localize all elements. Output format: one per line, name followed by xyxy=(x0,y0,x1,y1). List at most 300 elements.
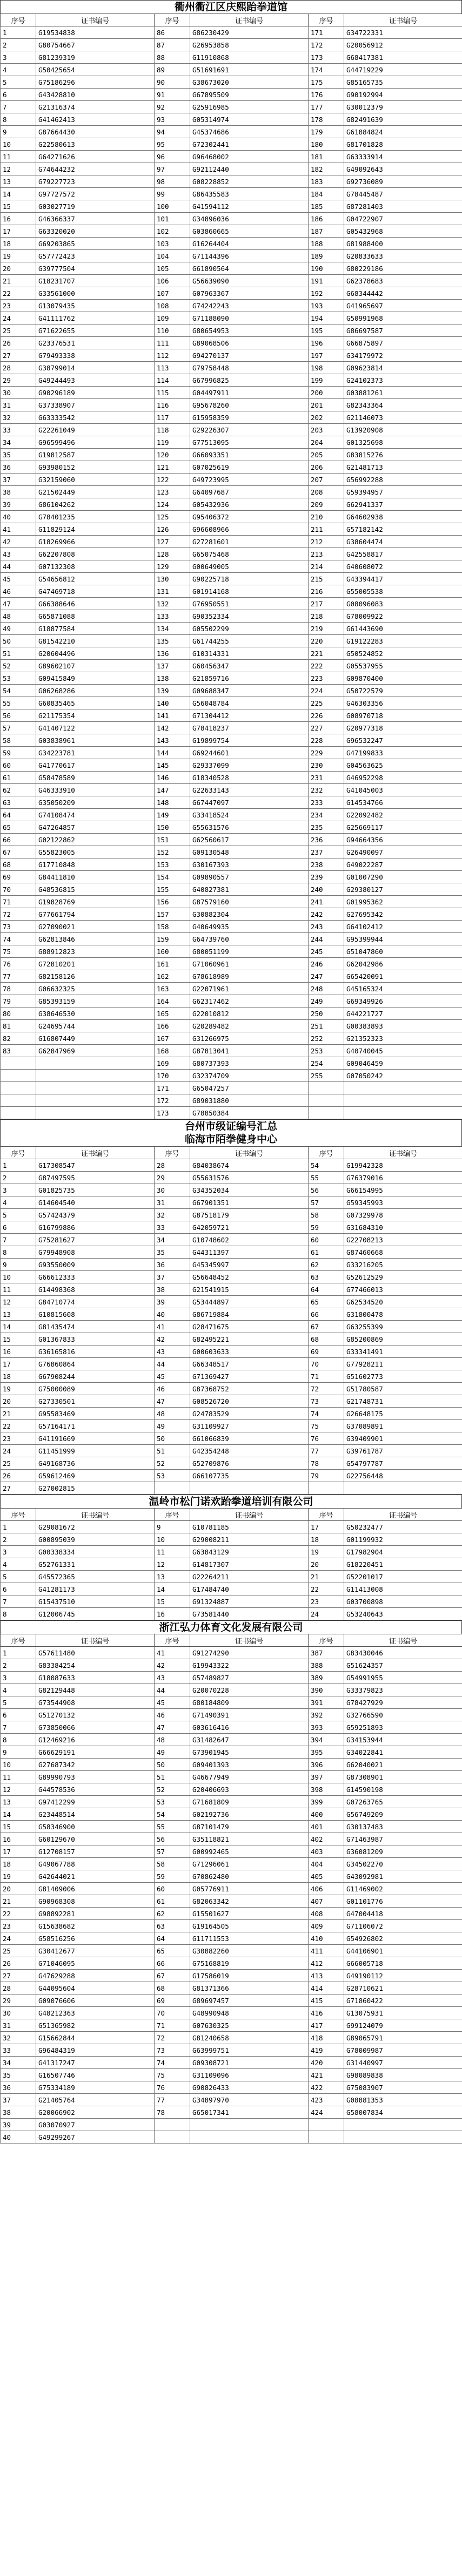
certificate-id: G57489827 xyxy=(190,1672,309,1684)
row-number: 412 xyxy=(309,1957,344,1970)
row-number: 24 xyxy=(1,1445,36,1457)
certificate-id: G00338334 xyxy=(36,1546,155,1558)
row-number: 160 xyxy=(155,945,190,958)
row-number: 3 xyxy=(1,1184,36,1196)
row-number: 100 xyxy=(155,200,190,213)
row-number: 50 xyxy=(155,1759,190,1771)
row-number: 29 xyxy=(1,374,36,387)
certificate-id: G56749209 xyxy=(344,1808,462,1821)
certificate-id: G43394417 xyxy=(344,573,462,585)
table-row xyxy=(1,1932,462,1945)
header-no: 序号 xyxy=(155,1634,190,1647)
header-no: 序号 xyxy=(309,1509,344,1521)
certificate-id: G90968308 xyxy=(36,1895,155,1908)
certificate-id: G61884824 xyxy=(344,126,462,138)
row-number: 72 xyxy=(309,1383,344,1395)
certificate-id xyxy=(36,1070,155,1082)
table-row xyxy=(1,1734,462,1746)
row-number: 54 xyxy=(1,685,36,697)
certificate-id: G82495221 xyxy=(190,1333,309,1346)
table-row xyxy=(1,1457,462,1470)
row-number: 209 xyxy=(309,498,344,511)
row-number: 24 xyxy=(1,312,36,324)
row-number: 186 xyxy=(309,213,344,225)
certificate-id: G80654953 xyxy=(190,324,309,337)
header-certificate-id: 证书编号 xyxy=(344,1634,462,1647)
certificate-id: G96468002 xyxy=(190,151,309,163)
certificate-id: G78401235 xyxy=(36,511,155,523)
row-number: 416 xyxy=(309,2007,344,2019)
certificate-id: G56639090 xyxy=(190,275,309,287)
table-row xyxy=(1,1482,462,1495)
row-number: 13 xyxy=(1,1796,36,1808)
certificate-id: G86435583 xyxy=(190,188,309,200)
certificate-id: G03070927 xyxy=(36,2119,155,2131)
header-no: 序号 xyxy=(309,14,344,26)
row-number: 2 xyxy=(1,1533,36,1546)
certificate-id: G21859716 xyxy=(190,672,309,685)
certificate-id: G15958359 xyxy=(190,411,309,424)
certificate-id: G31109927 xyxy=(190,1420,309,1432)
row-number: 408 xyxy=(309,1908,344,1920)
certificate-id: G71681809 xyxy=(190,1796,309,1808)
row-number: 127 xyxy=(155,536,190,548)
table-row xyxy=(1,1709,462,1721)
certificate-id: G36081209 xyxy=(344,1845,462,1858)
certificate-id: G01325698 xyxy=(344,436,462,449)
certificate-id: G73850066 xyxy=(36,1721,155,1734)
row-number: 203 xyxy=(309,424,344,436)
row-number: 205 xyxy=(309,449,344,461)
row-number: 48 xyxy=(1,610,36,623)
row-number: 394 xyxy=(309,1734,344,1746)
row-number: 53 xyxy=(1,672,36,685)
row-number: 253 xyxy=(309,1045,344,1057)
certificate-id: G20289482 xyxy=(190,1020,309,1032)
table-row xyxy=(1,1821,462,1833)
row-number: 221 xyxy=(309,647,344,660)
certificate-id: G66107735 xyxy=(190,1470,309,1482)
certificate-id: G22580613 xyxy=(36,138,155,151)
row-number: 60 xyxy=(1,759,36,772)
row-number: 99 xyxy=(155,188,190,200)
certificate-id: G18269966 xyxy=(36,536,155,548)
certificate-id: G94664356 xyxy=(344,834,462,846)
table-row xyxy=(1,896,462,908)
table-row xyxy=(1,1647,462,1659)
row-number: 74 xyxy=(155,2057,190,2069)
row-number: 70 xyxy=(1,883,36,896)
row-number: 118 xyxy=(155,424,190,436)
certificate-id: G33341491 xyxy=(344,1346,462,1358)
certificate-id: G83815276 xyxy=(344,449,462,461)
certificate-id: G09623814 xyxy=(344,362,462,374)
row-number: 79 xyxy=(309,1470,344,1482)
row-number xyxy=(155,1482,190,1495)
row-number: 161 xyxy=(155,958,190,970)
row-number: 409 xyxy=(309,1920,344,1932)
certificate-id: G05776911 xyxy=(190,1883,309,1895)
certificate-id: G80184809 xyxy=(190,1696,309,1709)
certificate-id: G51624357 xyxy=(344,1659,462,1672)
table-row xyxy=(1,2019,462,2032)
certificate-id: G62042986 xyxy=(344,958,462,970)
certificate-id: G90225718 xyxy=(190,573,309,585)
table-row xyxy=(1,1595,462,1608)
certificate-id: G98892281 xyxy=(36,1908,155,1920)
row-number: 407 xyxy=(309,1895,344,1908)
certificate-id: G83430046 xyxy=(344,1647,462,1659)
table-row xyxy=(1,1945,462,1957)
certificate-id: G41462413 xyxy=(36,113,155,126)
row-number: 78 xyxy=(309,1457,344,1470)
certificate-id: G95583469 xyxy=(36,1408,155,1420)
certificate-id: G74242243 xyxy=(190,300,309,312)
row-number xyxy=(1,1070,36,1082)
row-number: 121 xyxy=(155,461,190,474)
row-number: 134 xyxy=(155,623,190,635)
row-number: 174 xyxy=(309,64,344,76)
row-number: 413 xyxy=(309,1970,344,1982)
row-number: 37 xyxy=(1,2094,36,2106)
certificate-id: G21352323 xyxy=(344,1032,462,1045)
certificate-id: G82343364 xyxy=(344,399,462,411)
certificate-id: G96608966 xyxy=(190,523,309,536)
certificate-id: G47199833 xyxy=(344,747,462,759)
certificate-id xyxy=(344,2131,462,2144)
row-number: 63 xyxy=(309,1271,344,1283)
table-row xyxy=(1,1172,462,1184)
certificate-id: G68344442 xyxy=(344,287,462,300)
certificate-id: G11711553 xyxy=(190,1932,309,1945)
certificate-id: G00603633 xyxy=(190,1346,309,1358)
row-number: 76 xyxy=(309,1432,344,1445)
row-number: 20 xyxy=(309,1558,344,1571)
table-row xyxy=(1,312,462,324)
certificate-id: G85200869 xyxy=(344,1333,462,1346)
certificate-id: G03881261 xyxy=(344,387,462,399)
row-number: 70 xyxy=(155,2007,190,2019)
row-number: 86 xyxy=(155,26,190,39)
certificate-id: G67908244 xyxy=(36,1370,155,1383)
certificate-id: G73544908 xyxy=(36,1696,155,1709)
row-number: 147 xyxy=(155,784,190,796)
table-row xyxy=(1,2094,462,2106)
row-number: 115 xyxy=(155,387,190,399)
row-number: 23 xyxy=(1,1432,36,1445)
row-number: 232 xyxy=(309,784,344,796)
row-number: 1 xyxy=(1,1647,36,1659)
row-number: 410 xyxy=(309,1932,344,1945)
certificate-id: G44578536 xyxy=(36,1783,155,1796)
table-header-row xyxy=(1,1147,462,1159)
row-number: 6 xyxy=(1,89,36,101)
row-number: 39 xyxy=(1,498,36,511)
row-number: 202 xyxy=(309,411,344,424)
certificate-id: G27002815 xyxy=(36,1482,155,1495)
table-row xyxy=(1,2131,462,2144)
table-row xyxy=(1,970,462,983)
row-number: 11 xyxy=(155,1546,190,1558)
certificate-id: G07050242 xyxy=(344,1070,462,1082)
row-number: 75 xyxy=(309,1420,344,1432)
table-header-row xyxy=(1,1634,462,1647)
certificate-id: G45165324 xyxy=(344,983,462,995)
table-row xyxy=(1,163,462,175)
certificate-id: G87281403 xyxy=(344,200,462,213)
row-number: 94 xyxy=(155,126,190,138)
certificate-id: G24102373 xyxy=(344,374,462,387)
row-number: 190 xyxy=(309,262,344,275)
row-number: 254 xyxy=(309,1057,344,1070)
row-number: 21 xyxy=(1,275,36,287)
certificate-id: G92112440 xyxy=(190,163,309,175)
table-row xyxy=(1,784,462,796)
certificate-id: G20833633 xyxy=(344,250,462,262)
certificate-id: G90192994 xyxy=(344,89,462,101)
table-row xyxy=(1,995,462,1008)
certificate-id: G26490097 xyxy=(344,846,462,858)
row-number: 38 xyxy=(1,2106,36,2119)
certificate-id: G19828769 xyxy=(36,896,155,908)
certificate-id: G27330501 xyxy=(36,1395,155,1408)
section-title: 台州市级证编号汇总 xyxy=(0,1119,462,1133)
table-row xyxy=(1,101,462,113)
certificate-id: G09046459 xyxy=(344,1057,462,1070)
certificate-id: G55631576 xyxy=(190,1172,309,1184)
certificate-id: G34179972 xyxy=(344,349,462,362)
table-row xyxy=(1,1445,462,1457)
row-number: 50 xyxy=(155,1432,190,1445)
certificate-id: G09308721 xyxy=(190,2057,309,2069)
header-no: 序号 xyxy=(1,1509,36,1521)
row-number: 28 xyxy=(1,362,36,374)
row-number: 59 xyxy=(309,1221,344,1234)
certificate-id: G89990793 xyxy=(36,1771,155,1783)
certificate-id: G85165735 xyxy=(344,76,462,89)
table-row xyxy=(1,461,462,474)
row-number: 73 xyxy=(1,921,36,933)
certificate-id: G82129448 xyxy=(36,1684,155,1696)
row-number: 66 xyxy=(309,1308,344,1321)
table-row xyxy=(1,672,462,685)
certificate-id: G11413008 xyxy=(344,1583,462,1595)
row-number: 397 xyxy=(309,1771,344,1783)
certificate-id: G99124079 xyxy=(344,2019,462,2032)
table-row xyxy=(1,1833,462,1845)
table-row xyxy=(1,2032,462,2044)
table-row xyxy=(1,1333,462,1346)
table-row xyxy=(1,362,462,374)
certificate-id: G62813846 xyxy=(36,933,155,945)
certificate-id: G17982904 xyxy=(344,1546,462,1558)
certificate-id: G66005718 xyxy=(344,1957,462,1970)
row-number: 31 xyxy=(155,1196,190,1209)
certificate-id: G29008211 xyxy=(190,1533,309,1546)
certificate-id: G71106072 xyxy=(344,1920,462,1932)
certificate-id: G78009987 xyxy=(344,2044,462,2057)
row-number: 10 xyxy=(155,1533,190,1546)
header-certificate-id: 证书编号 xyxy=(36,1147,155,1159)
certificate-id: G12469216 xyxy=(36,1734,155,1746)
row-number: 129 xyxy=(155,560,190,573)
row-number xyxy=(1,1057,36,1070)
certificate-id: G78445487 xyxy=(344,188,462,200)
certificate-id: G05537955 xyxy=(344,660,462,672)
row-number: 59 xyxy=(1,747,36,759)
row-number: 78 xyxy=(155,2106,190,2119)
row-number: 37 xyxy=(1,474,36,486)
row-number: 57 xyxy=(1,722,36,734)
row-number: 1 xyxy=(1,26,36,39)
row-number: 19 xyxy=(309,1546,344,1558)
certificate-id: G09870400 xyxy=(344,672,462,685)
certificate-id: G81239319 xyxy=(36,51,155,64)
row-number: 43 xyxy=(155,1672,190,1684)
certificate-id: G39777504 xyxy=(36,262,155,275)
row-number xyxy=(309,1094,344,1107)
row-number: 74 xyxy=(309,1408,344,1420)
certificate-id: G18220451 xyxy=(344,1558,462,1571)
row-number: 15 xyxy=(1,1821,36,1833)
row-number: 231 xyxy=(309,772,344,784)
row-number: 45 xyxy=(1,573,36,585)
certificate-id: G39409901 xyxy=(344,1432,462,1445)
certificate-id: G96599496 xyxy=(36,436,155,449)
row-number: 419 xyxy=(309,2044,344,2057)
certificate-id: G16507746 xyxy=(36,2069,155,2081)
row-number: 159 xyxy=(155,933,190,945)
certificate-id: G42059721 xyxy=(190,1221,309,1234)
table-row xyxy=(1,1783,462,1796)
section-2 xyxy=(0,1495,462,1620)
row-number: 215 xyxy=(309,573,344,585)
row-number: 91 xyxy=(155,89,190,101)
certificate-id: G51270132 xyxy=(36,1709,155,1721)
certificate-id: G41191669 xyxy=(36,1432,155,1445)
certificate-id: G87518179 xyxy=(190,1209,309,1221)
row-number: 77 xyxy=(1,970,36,983)
table-row xyxy=(1,436,462,449)
certificate-id: G76379016 xyxy=(344,1172,462,1184)
certificate-id: G47629288 xyxy=(36,1970,155,1982)
row-number: 46 xyxy=(1,585,36,598)
certificate-id: G49299267 xyxy=(36,2131,155,2144)
certificate-id: G11451999 xyxy=(36,1445,155,1457)
certificate-id: G09890557 xyxy=(190,871,309,883)
table-row xyxy=(1,1094,462,1107)
row-number xyxy=(1,1094,36,1107)
certificate-id: G97412299 xyxy=(36,1796,155,1808)
row-number: 224 xyxy=(309,685,344,697)
certificate-id: G71369427 xyxy=(190,1370,309,1383)
certificate-id: G20066902 xyxy=(36,2106,155,2119)
row-number: 235 xyxy=(309,821,344,834)
certificate-id: G79493338 xyxy=(36,349,155,362)
certificate-id: G01199932 xyxy=(344,1533,462,1546)
certificate-id: G77466013 xyxy=(344,1283,462,1296)
certificate-id: G27695342 xyxy=(344,908,462,921)
certificate-id: G05432936 xyxy=(190,498,309,511)
certificate-id: G33561000 xyxy=(36,287,155,300)
row-number: 97 xyxy=(155,163,190,175)
certificate-id: G48536815 xyxy=(36,883,155,896)
certificate-id: G28471675 xyxy=(190,1321,309,1333)
row-number: 3 xyxy=(1,1546,36,1558)
row-number: 49 xyxy=(155,1746,190,1759)
row-number: 237 xyxy=(309,846,344,858)
certificate-id: G12006745 xyxy=(36,1608,155,1620)
row-number: 35 xyxy=(155,1246,190,1259)
certificate-id: G40608072 xyxy=(344,560,462,573)
certificate-id: G04497911 xyxy=(190,387,309,399)
certificate-id: G15437510 xyxy=(36,1595,155,1608)
header-no: 序号 xyxy=(155,14,190,26)
table-row xyxy=(1,821,462,834)
certificate-id: G64271626 xyxy=(36,151,155,163)
table-row xyxy=(1,39,462,51)
certificate-id: G21502449 xyxy=(36,486,155,498)
certificate-id: G75000089 xyxy=(36,1383,155,1395)
header-certificate-id: 证书编号 xyxy=(36,14,155,26)
row-number: 15 xyxy=(155,1595,190,1608)
certificate-id: G22756448 xyxy=(344,1470,462,1482)
certificate-id: G54926802 xyxy=(344,1932,462,1945)
certificate-id: G01914168 xyxy=(190,585,309,598)
row-number: 20 xyxy=(1,1395,36,1408)
certificate-id: G57424379 xyxy=(36,1209,155,1221)
row-number: 41 xyxy=(155,1647,190,1659)
row-number: 14 xyxy=(1,1808,36,1821)
row-number: 6 xyxy=(1,1221,36,1234)
section-title: 衢州衢江区庆熙跆拳道馆 xyxy=(0,0,462,13)
row-number: 71 xyxy=(1,896,36,908)
row-number: 8 xyxy=(1,1246,36,1259)
row-number: 10 xyxy=(1,1759,36,1771)
table-row xyxy=(1,660,462,672)
certificate-id: G45572365 xyxy=(36,1571,155,1583)
table-row xyxy=(1,238,462,250)
certificate-id: G13920908 xyxy=(344,424,462,436)
certificate-id: G19122283 xyxy=(344,635,462,647)
certificate-id: G64097687 xyxy=(190,486,309,498)
table-row xyxy=(1,424,462,436)
certificate-id: G50425654 xyxy=(36,64,155,76)
table-row xyxy=(1,250,462,262)
row-number: 398 xyxy=(309,1783,344,1796)
row-number: 222 xyxy=(309,660,344,672)
row-number: 16 xyxy=(1,1346,36,1358)
table-row xyxy=(1,1358,462,1370)
row-number: 45 xyxy=(155,1370,190,1383)
certificate-id: G95399944 xyxy=(344,933,462,945)
table-row xyxy=(1,1470,462,1482)
certificate-id: G10748602 xyxy=(190,1234,309,1246)
row-number: 76 xyxy=(1,958,36,970)
table-row xyxy=(1,399,462,411)
row-number: 64 xyxy=(155,1932,190,1945)
certificate-id: G72302441 xyxy=(190,138,309,151)
row-number: 5 xyxy=(1,1696,36,1709)
certificate-id: G77928211 xyxy=(344,1358,462,1370)
certificate-id: G63333542 xyxy=(36,411,155,424)
table-row xyxy=(1,151,462,163)
row-number: 17 xyxy=(309,1521,344,1533)
row-number: 217 xyxy=(309,598,344,610)
certificate-id: G28710621 xyxy=(344,1982,462,1994)
certificate-id: G66875897 xyxy=(344,337,462,349)
certificate-id: G01007290 xyxy=(344,871,462,883)
